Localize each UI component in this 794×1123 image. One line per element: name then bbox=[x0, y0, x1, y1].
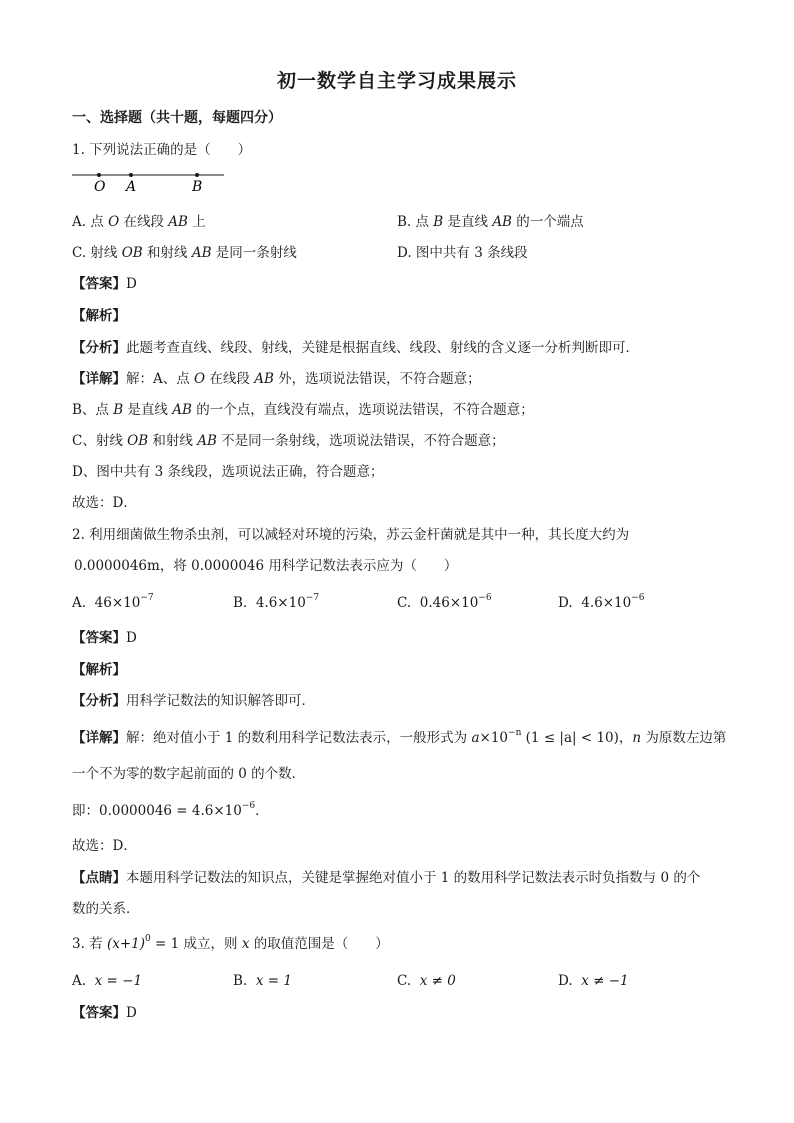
point-o bbox=[97, 173, 101, 177]
q2-option-a: A. $46\times 10^{-7}$ bbox=[72, 593, 154, 611]
q3-option-b: B. x = 1 bbox=[233, 973, 292, 989]
q2-conclusion: 故选：D． bbox=[72, 838, 137, 854]
line-segment-diagram bbox=[72, 168, 232, 194]
label-a: A bbox=[126, 179, 137, 194]
q2-detail-2: 一个不为零的数字起前面的 0 的个数． bbox=[72, 766, 306, 782]
q1-detail-4: D、图中共有 3 条线段，选项说法正确，符合题意； bbox=[72, 464, 384, 480]
q1-conclusion: 故选：D． bbox=[72, 495, 137, 511]
page-title: 初一数学自主学习成果展示 bbox=[276, 70, 517, 92]
question-1-figure bbox=[72, 168, 232, 198]
q3-option-d: D. x ≠ −1 bbox=[558, 973, 629, 989]
q1-option-a: A. 点 O 在线段 AB 上 bbox=[72, 214, 206, 230]
q1-option-d: D. 图中共有 3 条线段 bbox=[397, 245, 528, 261]
q2-dianjing-2: 数的关系． bbox=[72, 901, 140, 917]
q2-jiexi: 【解析】 bbox=[72, 662, 126, 678]
q1-fenxi: 【分析】此题考查直线、线段、射线，关键是根据直线、线段、射线的含义逐一分析判断即可． bbox=[72, 340, 639, 356]
q2-option-c: C. $0.46\times 10^{-6}$ bbox=[397, 593, 492, 611]
q1-option-c: C. 射线 OB 和射线 AB 是同一条射线 bbox=[72, 245, 297, 261]
section-heading: 一、选择题（共十题，每题四分） bbox=[72, 110, 282, 126]
q2-dianjing-1: 【点睛】本题用科学记数法的知识点，关键是掌握绝对值小于 1 的数用科学记数法表示时负指数与 0 的个 bbox=[72, 870, 701, 886]
q3-answer: 【答案】D bbox=[72, 1005, 137, 1021]
point-b bbox=[195, 173, 199, 177]
q2-detail-1: 【详解】解：绝对值小于 1 的数利用科学记数法表示，一般形式为 $a\times 10^{-n}$ (1 ≤ |a| < 10)，n 为原数左边第 bbox=[72, 728, 727, 746]
q2-answer: 【答案】D bbox=[72, 630, 137, 646]
question-2-stem-2: 0.0000046m，将 0.0000046 用科学记数法表示应为（ ） bbox=[74, 558, 458, 574]
q2-option-d: D. $4.6\times 10^{-6}$ bbox=[558, 593, 645, 611]
label-b: B bbox=[192, 179, 203, 194]
q1-jiexi: 【解析】 bbox=[72, 308, 126, 324]
q2-fenxi: 【分析】用科学记数法的知识解答即可． bbox=[72, 693, 315, 709]
label-o: O bbox=[94, 179, 106, 194]
question-3-stem: 3. 若 $(x+1)^0 = 1$ 成立，则 x 的取值范围是（ ） bbox=[72, 934, 389, 952]
q1-option-b: B. 点 B 是直线 AB 的一个端点 bbox=[397, 214, 584, 230]
question-1-stem: 1. 下列说法正确的是（ ） bbox=[72, 142, 252, 158]
q1-answer: 【答案】D bbox=[72, 276, 137, 292]
q2-option-b: B. $4.6\times 10^{-7}$ bbox=[233, 593, 320, 611]
q3-option-a: A. x = −1 bbox=[72, 973, 143, 989]
question-2-stem-1: 2. 利用细菌做生物杀虫剂，可以减轻对环境的污染，苏云金杆菌就是其中一种，其长度大约为 bbox=[72, 527, 630, 543]
q3-option-c: C. x ≠ 0 bbox=[397, 973, 456, 989]
q1-detail-3: C、射线 OB 和射线 AB 不是同一条射线，选项说法错误，不符合题意； bbox=[72, 433, 505, 449]
q2-ji: 即：$0.0000046 = 4.6\times 10^{-6}$． bbox=[72, 801, 269, 819]
q1-detail-2: B、点 B 是直线 AB 的一个点，直线没有端点，选项说法错误，不符合题意； bbox=[72, 402, 534, 418]
q1-detail-1: 【详解】解：A、点 O 在线段 AB 外，选项说法错误，不符合题意； bbox=[72, 371, 481, 387]
point-a bbox=[129, 173, 133, 177]
